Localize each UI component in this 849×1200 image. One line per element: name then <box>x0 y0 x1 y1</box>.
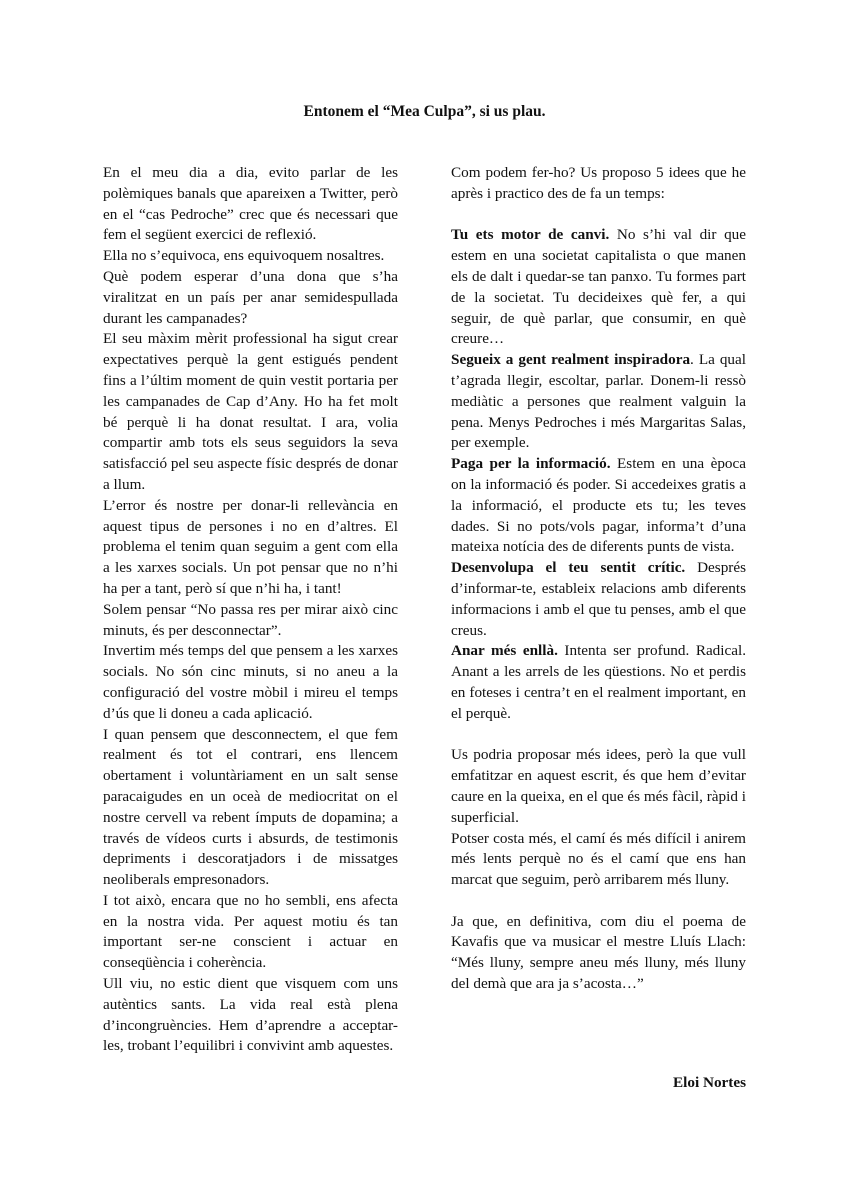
idea-heading: Desenvolupa el teu sentit crític. <box>451 559 686 577</box>
idea-item <box>451 641 746 724</box>
idea-text: . La qual t’agrada llegir, escoltar, parlar. Donem-li ressò mediàtic a persones que realment valguin la pena. Menys Pedroches i més Margaritas Salas, per exemple. <box>451 351 746 452</box>
left-column <box>103 163 398 1057</box>
closing-paragraph: Potser costa més, el camí és més difícil i anirem més lents perquè no és el camí que ens han marcat que seguim, però arribarem més lluny. <box>451 829 746 889</box>
closing-paragraph: Us podria proposar més idees, però la que vull emfatitzar en aquest escrit, és que hem d’evitar caure en la queixa, en el que és més fàcil, ràpid i superficial. <box>451 746 746 826</box>
paragraph: El seu màxim mèrit professional ha sigut crear expectatives perquè la gent estigués pendent fins a l’últim moment de quin vestit portaria per les campanades de Cap d’Any. Ho ha fet molt bé perquè li ha donat resultat. I ara, volia compartir amb tots els seus seguidors la seva satisfacció pel seu aspecte físic després de donar a llum. <box>103 330 398 493</box>
idea-heading: Tu ets motor de canvi. <box>451 226 610 244</box>
idea-item <box>451 558 746 641</box>
idea-text: Estem en una època on la informació és poder. Si accedeixes gratis a la informació, el producte ets tu; les teves dades. Si no pots/vols pagar, informa’t d’una mateixa notícia des de diferents punts de vista. <box>451 455 746 556</box>
paragraph: I tot això, encara que no ho sembli, ens afecta en la nostra vida. Per aquest motiu és tan important ser-ne conscient i actuar en conseqüència i coherència. <box>103 891 398 972</box>
paragraph: L’error és nostre per donar-li rellevància en aquest tipus de persones i no en d’altres. El problema el tenim quan seguim a gent com ella a les xarxes socials. Un pot pensar que no n’hi ha per a tant, però sí que n’hi ha, i tant! <box>103 496 398 597</box>
paragraph: Solem pensar “No passa res per mirar això cinc minuts, és per desconnectar”. <box>103 600 398 639</box>
paragraph: Invertim més temps del que pensem a les xarxes socials. No són cinc minuts, si no aneu a la configuració del vostre mòbil i mireu el temps d’ús que li doneu a cada aplicació. <box>103 642 398 722</box>
idea-heading: Paga per la informació. <box>451 455 611 473</box>
idea-heading: Segueix a gent realment inspiradora <box>451 351 691 369</box>
paragraph: Què podem esperar d’una dona que s’ha viralitzat en un país per anar semidespullada durant les campanades? <box>103 267 398 327</box>
idea-text: Intenta ser profund. Radical. Anant a les arrels de les qüestions. No et perdis en foteses i centra’t en el realment important, en el perquè. <box>451 642 746 722</box>
closing-paragraph: Ja que, en definitiva, com diu el poema de Kavafis que va musicar el mestre Lluís Llach: “Més lluny, sempre aneu més lluny, més lluny del demà que ara ja s’acosta…” <box>451 912 746 993</box>
idea-text: No s’hi val dir que estem en una societat capitalista o que manen els de dalt i quedar-se tan panxo. Tu formes part de la societat. Tu decideixes què fer, a qui seguir, de què parlar, que consumir, en què creure… <box>451 226 746 348</box>
paragraph: Ella no s’equivoca, ens equivoquem nosaltres. <box>103 247 385 265</box>
right-column <box>451 163 746 995</box>
article-title: Entonem el “Mea Culpa”, si us plau. <box>303 103 546 120</box>
intro-paragraph: Com podem fer-ho? Us proposo 5 idees que he après i practico des de fa un temps: <box>451 164 746 202</box>
idea-text: Després d’informar-te, estableix relacions amb diferents informacions i amb el que tu penses, amb el que creus. <box>451 559 746 639</box>
idea-heading: Anar més enllà. <box>451 642 558 660</box>
idea-item <box>451 225 746 350</box>
paragraph: Ull viu, no estic dient que visquem com uns autèntics sants. La vida real està plena d’incongruències. Hem d’aprendre a acceptar-les, trobant l’equilibri i convivint amb aquestes. <box>103 975 398 1055</box>
idea-item <box>451 454 746 558</box>
paragraph: I quan pensem que desconnectem, el que fem realment és tot el contrari, ens llencem obertament i voluntàriament en un salt sense paracaigudes en un oceà de mediocritat on el nostre cervell va rebent ímputs de dopamina; a través de vídeos curts i absurds, de testimonis depriments i descoratjadors i de missatges neoliberals empresonadors. <box>103 725 398 889</box>
paragraph: En el meu dia a dia, evito parlar de les polèmiques banals que apareixen a Twitter, però en el “cas Pedroche” crec que és necessari que fem el següent exercici de reflexió. <box>103 164 398 244</box>
idea-item <box>451 350 746 454</box>
author-signature: Eloi Nortes <box>673 1074 746 1091</box>
